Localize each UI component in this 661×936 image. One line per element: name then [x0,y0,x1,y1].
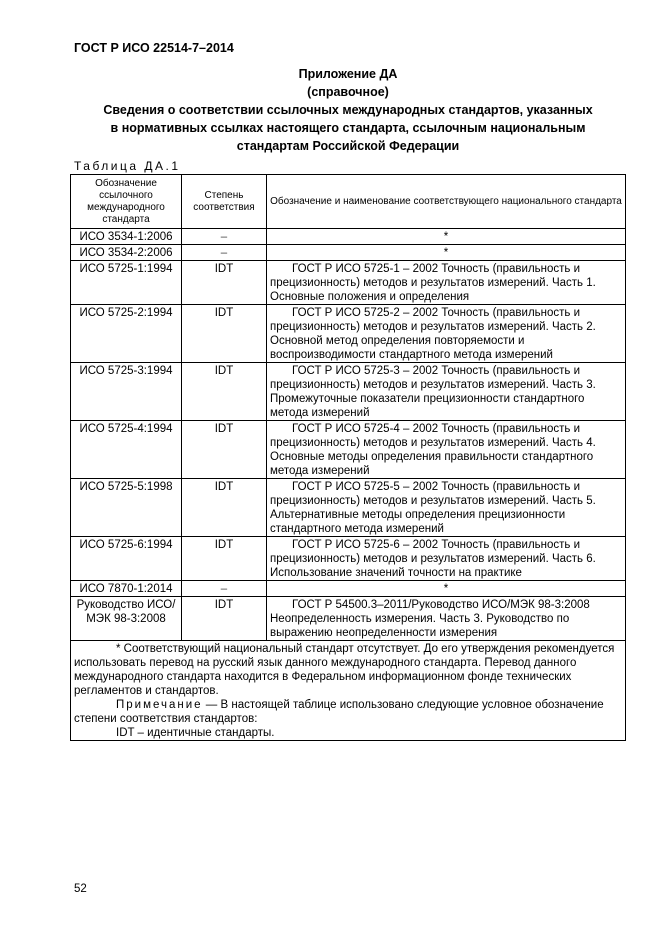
cell-degree: IDT [182,363,267,421]
cell-code: ИСО 7870-1:2014 [71,581,182,597]
cell-code: ИСО 5725-4:1994 [71,421,182,479]
table-row [71,597,626,641]
cell-name [267,537,626,581]
cell-name [267,597,626,641]
table-row [71,581,626,597]
footnote-idt-text: IDT – идентичные стандарты. [116,727,275,739]
page-number: 52 [74,883,87,895]
cell-name: * [267,581,626,597]
cell-degree: – [182,245,267,261]
appendix-title: Приложение ДА [298,67,398,81]
appendix-heading-line-3: стандартам Российской Федерации [236,139,460,153]
table-row [71,421,626,479]
appendix-note: (справочное) [307,85,389,99]
cell-name: * [267,245,626,261]
cell-name-text: ГОСТ Р ИСО 5725-1 – 2002 Точность (правильность и прецизионность) методов и результатов измерений. Часть 1. Основные положения и определения [270,263,596,303]
footnote-note-text: — В настоящей таблице использовано следующие условное обозначение степени соответствия стандартов: [74,699,604,725]
cell-code: ИСО 5725-2:1994 [71,305,182,363]
cell-degree: IDT [182,597,267,641]
header-name: Обозначение и наименование соответствующего национального стандарта [267,175,626,229]
correspondence-table [70,174,626,741]
table-row [71,363,626,421]
cell-name [267,421,626,479]
cell-degree: IDT [182,305,267,363]
cell-name-text: ГОСТ Р ИСО 5725-5 – 2002 Точность (правильность и прецизионность) методов и результатов измерений. Часть 5. Альтернативные методы определения прецизионности стандартного метода измерений [270,481,596,535]
cell-code: ИСО 5725-3:1994 [71,363,182,421]
cell-degree: IDT [182,537,267,581]
cell-degree: – [182,229,267,245]
footnote-star [74,642,622,698]
cell-degree: IDT [182,479,267,537]
footnote-idt [74,726,622,740]
cell-code: ИСО 5725-6:1994 [71,537,182,581]
table-row [71,479,626,537]
table-footnote [71,641,626,741]
cell-code: ИСО 3534-1:2006 [71,229,182,245]
document-standard-header: ГОСТ Р ИСО 22514-7–2014 [74,41,234,55]
cell-name [267,479,626,537]
cell-name-text: ГОСТ Р ИСО 5725-2 – 2002 Точность (правильность и прецизионность) методов и результатов измерений. Часть 2. Основной метод определения повторяемости и воспроизводимости стандартного метода измерений [270,307,596,361]
header-code: Обозначение ссылочного международного стандарта [71,175,182,229]
cell-name-text: ГОСТ Р 54500.3–2011/Руководство ИСО/МЭК 98-3:2008 Неопределенность измерения. Часть 3. Руководство по выражению неопределенности измерения [270,599,590,639]
cell-degree: IDT [182,421,267,479]
cell-name [267,363,626,421]
footnote-star-text: * Соответствующий национальный стандарт отсутствует. До его утверждения рекомендуется использовать перевод на русский язык данного международного стандарта. Перевод данного международного стандарта находится в Федеральном информационном фонде технических регламентов и стандартов. [74,643,615,697]
cell-code: ИСО 5725-5:1998 [71,479,182,537]
appendix-heading-line-1: Сведения о соответствии ссылочных международных стандартов, указанных [103,103,593,117]
cell-degree: – [182,581,267,597]
table-caption: Таблица ДА.1 [74,159,181,173]
table-row [71,305,626,363]
cell-name [267,261,626,305]
cell-code: ИСО 3534-2:2006 [71,245,182,261]
cell-name [267,305,626,363]
table-row [71,245,626,261]
table-footnote-row [71,641,626,741]
footnote-note [74,698,622,726]
appendix-heading-line-2: в нормативных ссылках настоящего стандарта, ссылочным национальным [110,121,586,135]
cell-code: ИСО 5725-1:1994 [71,261,182,305]
cell-code: Руководство ИСО/МЭК 98-3:2008 [71,597,182,641]
table-row [71,261,626,305]
cell-name: * [267,229,626,245]
table-header-row [71,175,626,229]
table-row [71,537,626,581]
table-row [71,229,626,245]
cell-name-text: ГОСТ Р ИСО 5725-3 – 2002 Точность (правильность и прецизионность) методов и результатов измерений. Часть 3. Промежуточные показатели прецизионности стандартного метода измерений [270,365,596,419]
cell-name-text: ГОСТ Р ИСО 5725-6 – 2002 Точность (правильность и прецизионность) методов и результатов измерений. Часть 6. Использование значений точности на практике [270,539,596,579]
footnote-note-label: Примечание [116,699,203,711]
header-degree: Степень соответствия [182,175,267,229]
appendix-title-block [70,65,626,155]
cell-degree: IDT [182,261,267,305]
cell-name-text: ГОСТ Р ИСО 5725-4 – 2002 Точность (правильность и прецизионность) методов и результатов измерений. Часть 4. Основные методы определения правильности стандартного метода измерений [270,423,596,477]
